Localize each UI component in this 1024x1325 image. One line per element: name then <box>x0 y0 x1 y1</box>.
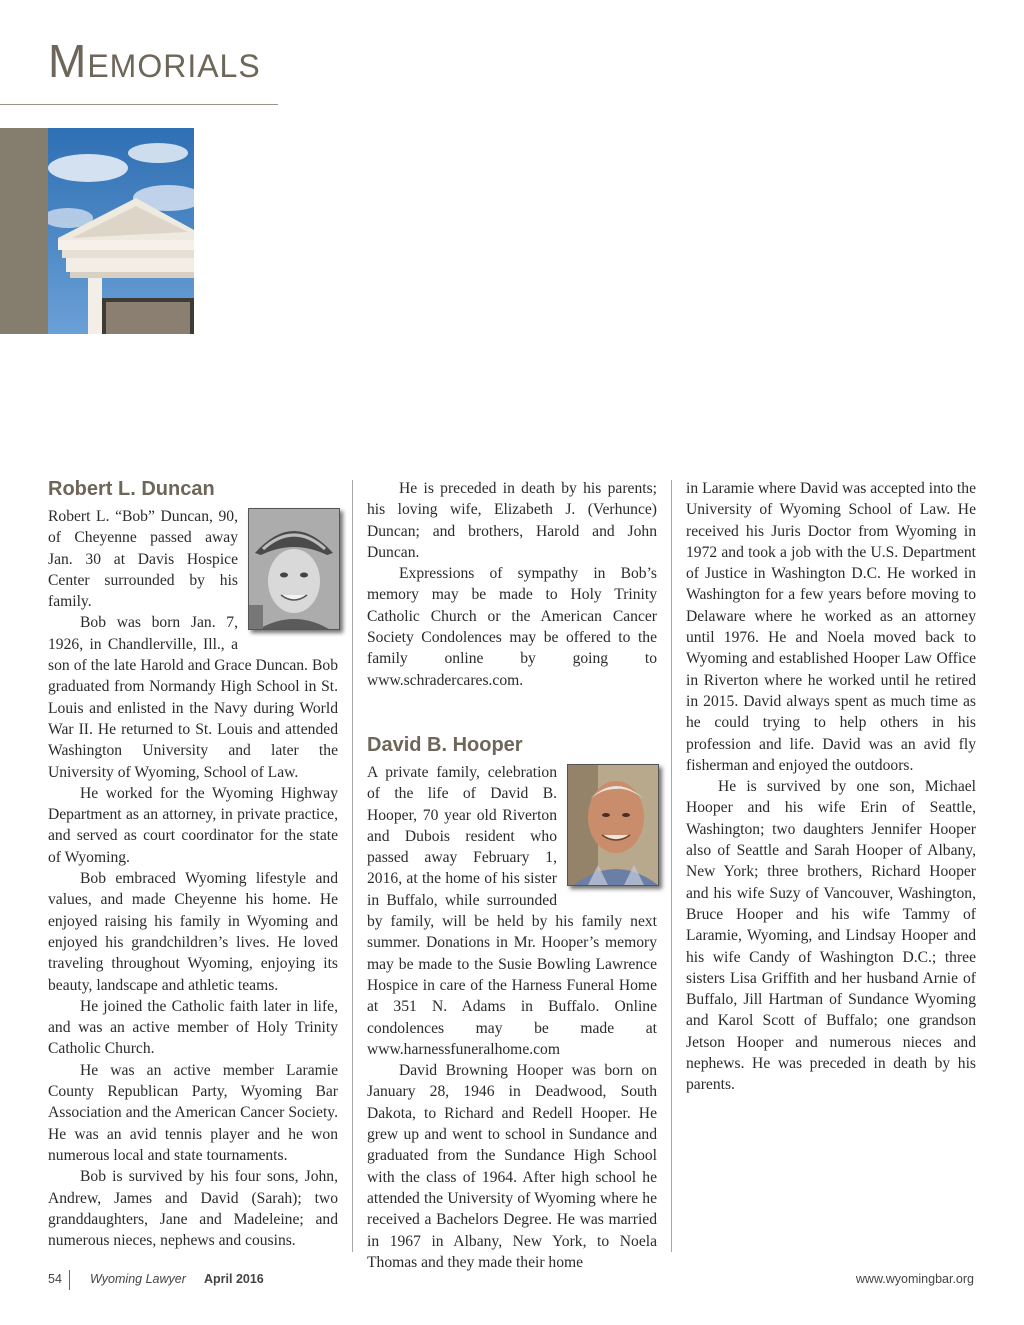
column-3 <box>686 478 976 1096</box>
issue-date: April 2016 <box>204 1272 264 1286</box>
robert-duncan-portrait <box>249 509 339 629</box>
column-divider <box>352 480 353 1252</box>
column-divider <box>671 480 672 1252</box>
obituary-paragraph: in Laramie where David was accepted into the University of Wyoming School of Law. He received his Juris Doctor from Wyoming in 1972 and took a job with the U.S. Department of Justice in Washington D.C. He worked in Washington for a few years before moving to Delaware where he worked as an attorney until 1976. He and Noela moved back to Wyoming and established Hooper Law Office in Riverton where he worked until he retired in 2015. David always spent as much time as he could trying to help others in his profession and life. David was an avid fly fisherman and enjoyed the outdoors. <box>686 480 976 774</box>
publication-name: Wyoming Lawyer <box>90 1272 186 1286</box>
header-photo-building-pediment <box>48 128 194 334</box>
obituary-paragraph: He joined the Catholic faith later in life, and was an active member of Holy Trinity Catholic Church. <box>48 997 338 1058</box>
obituary-paragraph: Bob was born Jan. 7, 1926, in Chandlerville, Ill., a son of the late Harold and Grace Duncan. Bob graduated from Normandy High School in St. Louis and enlisted in the Navy during World War II. He returned to St. Louis and attended Washington University and later the University of Wyoming, School of Law. <box>48 614 338 781</box>
header-divider <box>0 104 278 105</box>
website-link[interactable]: www.wyomingbar.org <box>855 1272 974 1286</box>
obituary-paragraph: A private family, celebration of the life of David B. Hooper, 70 year old Riverton and Dubois resident who passed away February 1, 2016, at the home of his sister in Buffalo, while surrounded by family, will be held by his family next summer. Donations in Mr. Hooper’s memory may be made to the Susie Bowling Lawrence Hospice in care of the Harness Funeral Home at 351 N. Adams in Buffalo. Online condolences may be made at www.harnessfuneralhome.com <box>367 763 657 1058</box>
obituary-paragraph: Robert L. “Bob” Duncan, 90, of Cheyenne passed away Jan. 30 at Davis Hospice Center surrounded by his family. <box>48 508 238 611</box>
obituary-name: Robert L. Duncan <box>48 478 215 500</box>
obituary-name: David B. Hooper <box>367 733 523 756</box>
footer-divider <box>69 1270 70 1290</box>
obituary-paragraph: He is survived by one son, Michael Hooper and his wife Erin of Seattle, Washington; two daughters Jennifer Hooper also of Seattle and Sarah Hooper of Albany, New York; three brothers, Richard Hooper and his wife Suzy of Vancouver, Washington, Bruce Hooper and his wife Tammy of Laramie, Wyoming, and Lindsay Hooper and his wife Candy of Washington D.C.; three sisters Lisa Griffith and her husband Arnie of Buffalo, Jill Hartman of Sundance Wyoming and Karol Scott of Buffalo; one grandson Jetson Hooper and numerous nieces and nephews. He was preceded in death by his parents. <box>686 778 976 1094</box>
column-2 <box>367 478 657 1273</box>
obituary-paragraph: Bob is survived by his four sons, John, Andrew, James and David (Sarah); two granddaughters, Jane and Madeleine; and numerous nieces, nephews and cousins. <box>48 1168 338 1250</box>
david-hooper-portrait <box>568 765 658 885</box>
building-pediment-illustration <box>48 128 194 334</box>
page-number: 54 <box>48 1272 62 1286</box>
obituary-paragraph: He was an active member Laramie County Republican Party, Wyoming Bar Association and the American Cancer Society. He was an avid tennis player and he won numerous local and state tournaments. <box>48 1061 338 1164</box>
section-title: Memorials <box>48 35 261 87</box>
portrait-photo <box>248 508 340 630</box>
obituary-paragraph: Bob embraced Wyoming lifestyle and values, and made Cheyenne his home. He enjoyed raising his family in Wyoming and enjoyed his grandchildren’s lives. He loved traveling throughout Wyoming, enjoying its beauty, landscape and athletic teams. <box>48 870 338 994</box>
column-1 <box>48 478 338 1251</box>
decorative-side-bar <box>0 128 48 334</box>
portrait-photo <box>567 764 659 886</box>
obituary-paragraph: Expressions of sympathy in Bob’s memory may be made to Holy Trinity Catholic Church or the American Cancer Society Condolences may be offered to the family online by going to www.schradercares.com. <box>367 565 657 689</box>
obituary-paragraph: He worked for the Wyoming Highway Department as an attorney, in private practice, and served as court coordinator for the state of Wyoming. <box>48 784 338 866</box>
obituary-paragraph: He is preceded in death by his parents; his loving wife, Elizabeth J. (Verhunce) Duncan; and brothers, Harold and John Duncan. <box>367 480 657 561</box>
obituary-paragraph: David Browning Hooper was born on January 28, 1946 in Deadwood, South Dakota, to Richard and Redell Hooper. He grew up and went to school in Sundance and graduated from the Sundance High School with the class of 1964. After high school he attended the University of Wyoming where he received a Bachelors Degree. He was married in 1967 in Albany, New York, to Noela Thomas and they made their home <box>367 1062 657 1271</box>
